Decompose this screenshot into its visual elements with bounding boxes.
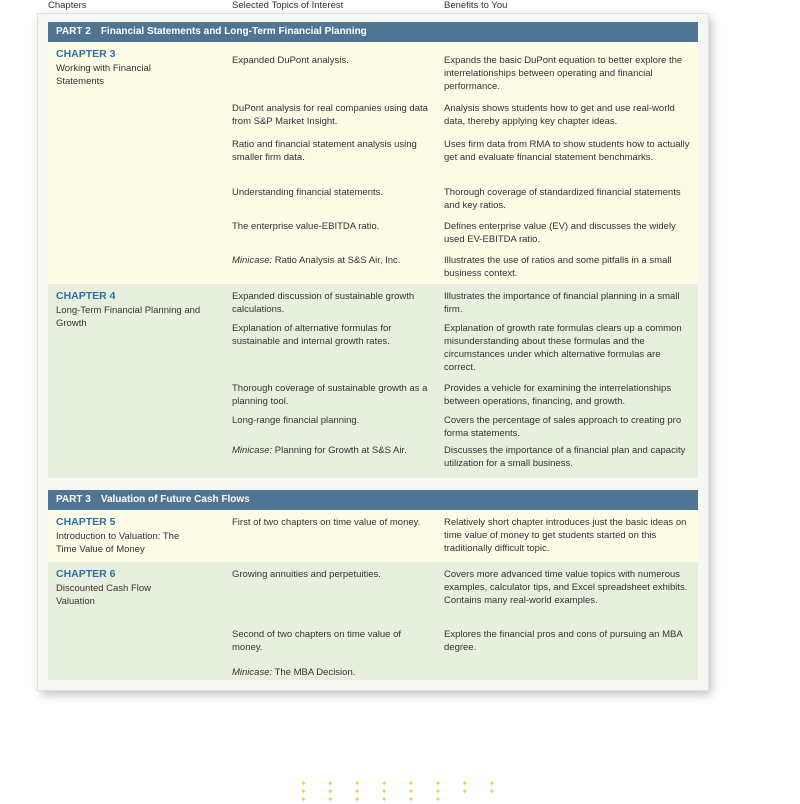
- benefit-cell: Illustrates the use of ratios and some pitfalls in a small business context.: [444, 255, 672, 279]
- part-title: Financial Statements and Long-Term Financial Planning: [100, 26, 367, 37]
- column-headers: [0, 0, 800, 14]
- topic-cell: First of two chapters on time value of money.: [232, 517, 421, 528]
- topic-cell: Expanded discussion of sustainable growth calculations.: [232, 291, 415, 315]
- header-chapters: Chapters: [48, 0, 87, 11]
- minicase-topic-cell: [232, 254, 432, 267]
- topic-cell: Expanded DuPont analysis.: [232, 55, 349, 66]
- chapter-6-section: [48, 562, 698, 680]
- minicase-title: Planning for Growth at S&S Air.: [274, 445, 407, 456]
- benefit-cell: Covers more advanced time value topics with numerous examples, calculator tips, and Excel spreadsheet exhibits. Contains many real-world examples.: [444, 569, 688, 606]
- header-benefits: Benefits to You: [444, 0, 508, 11]
- part-3-bar: [48, 490, 698, 510]
- part-title: Valuation of Future Cash Flows: [100, 494, 250, 505]
- minicase-topic-cell: [232, 666, 432, 679]
- topic-cell: Long-range financial planning.: [232, 415, 360, 426]
- benefit-cell: Uses firm data from RMA to show students how to actually get and evaluate financial statement benchmarks.: [444, 139, 690, 163]
- topic-cell: Explanation of alternative formulas for sustainable and internal growth rates.: [232, 323, 392, 347]
- part-number: PART 3: [56, 494, 91, 505]
- chapter-label: CHAPTER 6: [56, 568, 116, 580]
- chapter-3-section: [48, 42, 698, 294]
- header-topics: Selected Topics of Interest: [232, 0, 344, 11]
- minicase-label: Minicase:: [232, 667, 273, 678]
- chapter-label: CHAPTER 4: [56, 290, 116, 302]
- benefit-cell: Discusses the importance of a financial plan and capacity utilization for a small business.: [444, 445, 686, 469]
- benefit-cell: Thorough coverage of standardized financial statements and key ratios.: [444, 187, 681, 211]
- part-number: PART 2: [56, 26, 91, 37]
- topic-cell: The enterprise value-EBITDA ratio.: [232, 221, 380, 232]
- chapter-4-section: [48, 284, 698, 478]
- benefit-cell: Explanation of growth rate formulas clears up a common misunderstanding about these formulas and the circumstances under which alternative formulas are correct.: [444, 323, 682, 373]
- minicase-title: The MBA Decision.: [274, 667, 356, 678]
- benefit-cell: Covers the percentage of sales approach to creating pro forma statements.: [444, 415, 682, 439]
- part-2-bar: [48, 22, 698, 42]
- topic-cell: Thorough coverage of sustainable growth as a planning tool.: [232, 383, 428, 407]
- decorative-dots: ✦ ✦ ✦ ✦ ✦ ✦ ✦ ✦ ✦ ✦ ✦ ✦ ✦ ✦ ✦ ✦ ✦ ✦ ✦ ✦ ✦ ✦: [300, 779, 505, 804]
- minicase-topic-cell: [232, 444, 412, 457]
- topic-cell: DuPont analysis for real companies using data from S&P Market Insight.: [232, 103, 428, 127]
- chapter-name: Long-Term Financial Planning and Growth: [56, 305, 201, 329]
- benefit-cell: Analysis shows students how to get and use real-world data, thereby applying key chapter ideas.: [444, 103, 675, 127]
- chapter-5-section: [48, 510, 698, 562]
- benefit-cell: Defines enterprise value (EV) and discusses the widely used EV-EBITDA ratio.: [444, 221, 676, 245]
- benefit-cell: Illustrates the importance of financial planning in a small firm.: [444, 291, 680, 315]
- minicase-label: Minicase:: [232, 445, 273, 456]
- benefit-cell: Provides a vehicle for examining the interrelationships between operations, financing, and growth.: [444, 383, 672, 407]
- chapter-name: Working with Financial Statements: [56, 63, 151, 87]
- chapter-label: CHAPTER 5: [56, 516, 116, 528]
- chapter-name: Discounted Cash Flow Valuation: [56, 583, 152, 607]
- chapter-name: Introduction to Valuation: The Time Value of Money: [56, 531, 180, 555]
- benefit-cell: Relatively short chapter introduces just the basic ideas on time value of money to get students started on this traditionally difficult topic.: [444, 517, 687, 554]
- chapter-label: CHAPTER 3: [56, 48, 116, 60]
- minicase-title: Ratio Analysis at S&S Air, Inc.: [274, 255, 401, 266]
- minicase-label: Minicase:: [232, 255, 273, 266]
- benefit-cell: Expands the basic DuPont equation to better explore the interrelationships between operating and financial performance.: [444, 55, 683, 92]
- topic-cell: Second of two chapters on time value of money.: [232, 629, 401, 653]
- topic-cell: Growing annuities and perpetuities.: [232, 569, 381, 580]
- topic-cell: Understanding financial statements.: [232, 187, 384, 198]
- topic-cell: Ratio and financial statement analysis using smaller firm data.: [232, 139, 417, 163]
- benefit-cell: Explores the financial pros and cons of pursuing an MBA degree.: [444, 629, 683, 653]
- topics-table-card: [38, 14, 708, 690]
